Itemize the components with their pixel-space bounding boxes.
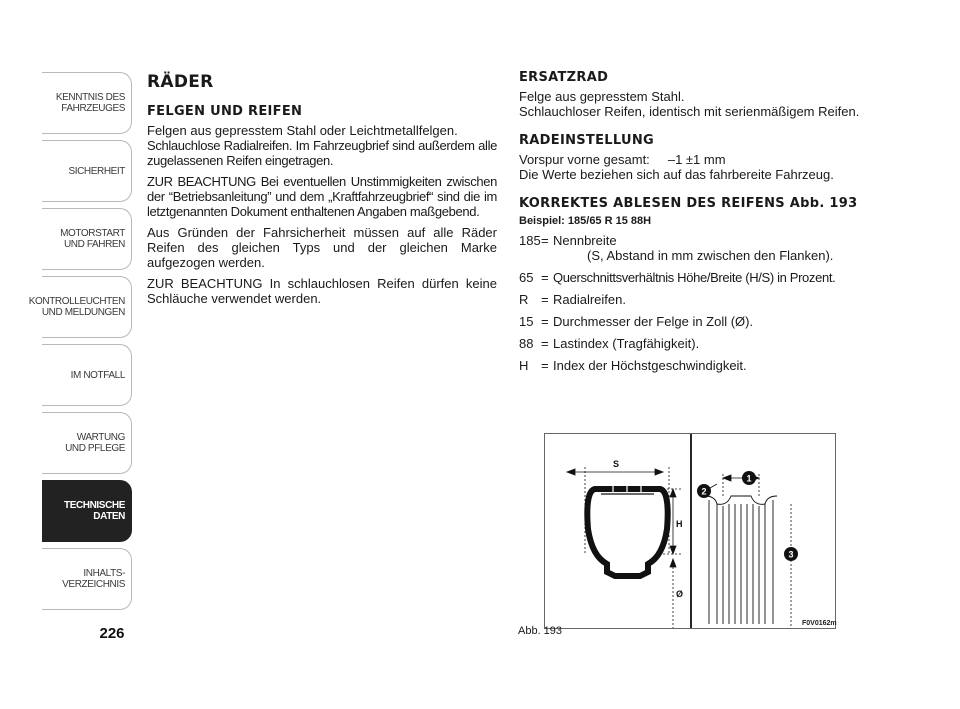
tire-diagram-figure <box>544 433 836 629</box>
tire-diagram <box>545 434 835 628</box>
section-ersatzrad <box>519 70 889 119</box>
tire-code-key: 65 <box>519 270 534 285</box>
tire-code-key: R <box>519 292 529 307</box>
equals-sign: = <box>541 270 549 285</box>
section-title-radeinstellung: RADEINSTELLUNG <box>519 133 654 148</box>
label-s: S <box>613 459 620 469</box>
tire-code-key: 185 <box>519 233 541 248</box>
left-column <box>147 70 497 312</box>
label-h: H <box>676 519 683 529</box>
right-column <box>519 70 889 387</box>
tire-code-description-main: Nennbreite <box>553 233 617 248</box>
tire-code-key: H <box>519 358 529 373</box>
tab-wartung-und-pflege[interactable]: WARTUNG UND PFLEGE <box>42 412 132 474</box>
equals-sign: = <box>541 358 549 373</box>
page-number: 226 <box>99 625 125 642</box>
equals-sign: = <box>541 292 549 307</box>
rim-profile <box>705 496 777 624</box>
radeinstellung-hinweis: Die Werte beziehen sich auf das fahrbereite Fahrzeug. <box>519 167 834 182</box>
tire-code-description: Lastindex (Tragfähigkeit). <box>553 336 700 351</box>
tire-code-description: Querschnittsverhältnis Höhe/Breite (H/S) in Prozent. <box>553 270 836 285</box>
paragraph-beachtung-unstimmigkeiten: ZUR BEACHTUNG Bei eventuellen Unstimmigkeiten zwischen der “Betriebsanleitung” und dem „Kraftfahrzeugbrief“ sind die im letztgenannten Dokument enthaltenen Angaben maßgebend. <box>147 174 497 219</box>
tire-code-example: Beispiel: 185/65 R 15 88H <box>519 215 652 227</box>
paragraph-fahrsicherheit: Aus Gründen der Fahrsicherheit müssen auf alle Räder Reifen des gleichen Typs und der gleichen Marke aufgezogen werden. <box>147 225 497 270</box>
equals-sign: = <box>541 336 549 351</box>
page-title: RÄDER <box>147 72 214 92</box>
tab-kontrolleuchten-und-meldungen[interactable]: KONTROLLEUCHTEN UND MELDUNGEN <box>42 276 132 338</box>
figure-caption: Abb. 193 <box>518 625 563 637</box>
paragraph-felgen: Felgen aus gepresstem Stahl oder Leichtmetallfelgen. <box>147 123 458 138</box>
tire-code-row <box>519 233 889 263</box>
tire-code-description: Index der Höchstgeschwindigkeit. <box>553 358 747 373</box>
section-radeinstellung <box>519 133 889 182</box>
tire-code-description-cont: (S, Abstand in mm zwischen den Flanken). <box>587 248 834 263</box>
callout-2 <box>697 484 717 498</box>
tire-code-description <box>553 233 889 263</box>
ersatzrad-line-2: Schlauchloser Reifen, identisch mit serienmäßigem Reifen. <box>519 104 860 119</box>
rim-width-dimension <box>723 474 794 628</box>
paragraph-beachtung-schlaeuche: ZUR BEACHTUNG In schlauchlosen Reifen dürfen keine Schläuche verwendet werden. <box>147 276 497 306</box>
tire-code-row <box>519 314 889 329</box>
callout-1-label: 1 <box>746 473 752 484</box>
tab-im-notfall[interactable]: IM NOTFALL <box>42 344 132 406</box>
equals-sign: = <box>541 314 549 329</box>
equals-sign: = <box>541 233 549 248</box>
chapter-sidebar <box>0 0 140 709</box>
tab-inhaltsverzeichnis[interactable]: INHALTS- VERZEICHNIS <box>42 548 132 610</box>
figure-code: F0V0162m <box>802 620 837 627</box>
tire-code-description: Durchmesser der Felge in Zoll (Ø). <box>553 314 754 329</box>
tire-cross-section <box>587 489 667 576</box>
width-dimension <box>567 467 669 554</box>
tire-code-row <box>519 292 889 307</box>
section-ablesen <box>519 196 889 373</box>
tire-code-key: 88 <box>519 336 534 351</box>
section-title-ersatzrad: ERSATZRAD <box>519 70 609 85</box>
tab-technische-daten[interactable]: TECHNISCHE DATEN <box>42 480 132 542</box>
tire-code-row <box>519 358 889 373</box>
callout-2-label: 2 <box>701 486 707 497</box>
tire-code-row <box>519 270 889 285</box>
radeinstellung-vorspur: Vorspur vorne gesamt: –1 ±1 mm <box>519 152 726 167</box>
tire-code-key: 15 <box>519 314 534 329</box>
section-title-felgen-und-reifen: FELGEN UND REIFEN <box>147 104 303 119</box>
callout-1 <box>742 471 756 485</box>
tire-code-row <box>519 336 889 351</box>
callout-3-label: 3 <box>788 549 794 560</box>
paragraph-radialreifen: Schlauchlose Radialreifen. Im Fahrzeugbrief sind außerdem alle zugelassenen Reifen eingetragen. <box>147 138 497 168</box>
tab-sicherheit[interactable]: SICHERHEIT <box>42 140 132 202</box>
label-diameter: Ø <box>676 589 684 599</box>
ersatzrad-line-1: Felge aus gepresstem Stahl. <box>519 89 685 104</box>
tab-kenntnis-des-fahrzeuges[interactable]: KENNTNIS DES FAHRZEUGES <box>42 72 132 134</box>
section-title-ablesen: KORREKTES ABLESEN DES REIFENS Abb. 193 <box>519 196 858 211</box>
callout-3 <box>784 547 798 561</box>
tab-motorstart-und-fahren[interactable]: MOTORSTART UND FAHREN <box>42 208 132 270</box>
tire-code-description: Radialreifen. <box>553 292 626 307</box>
